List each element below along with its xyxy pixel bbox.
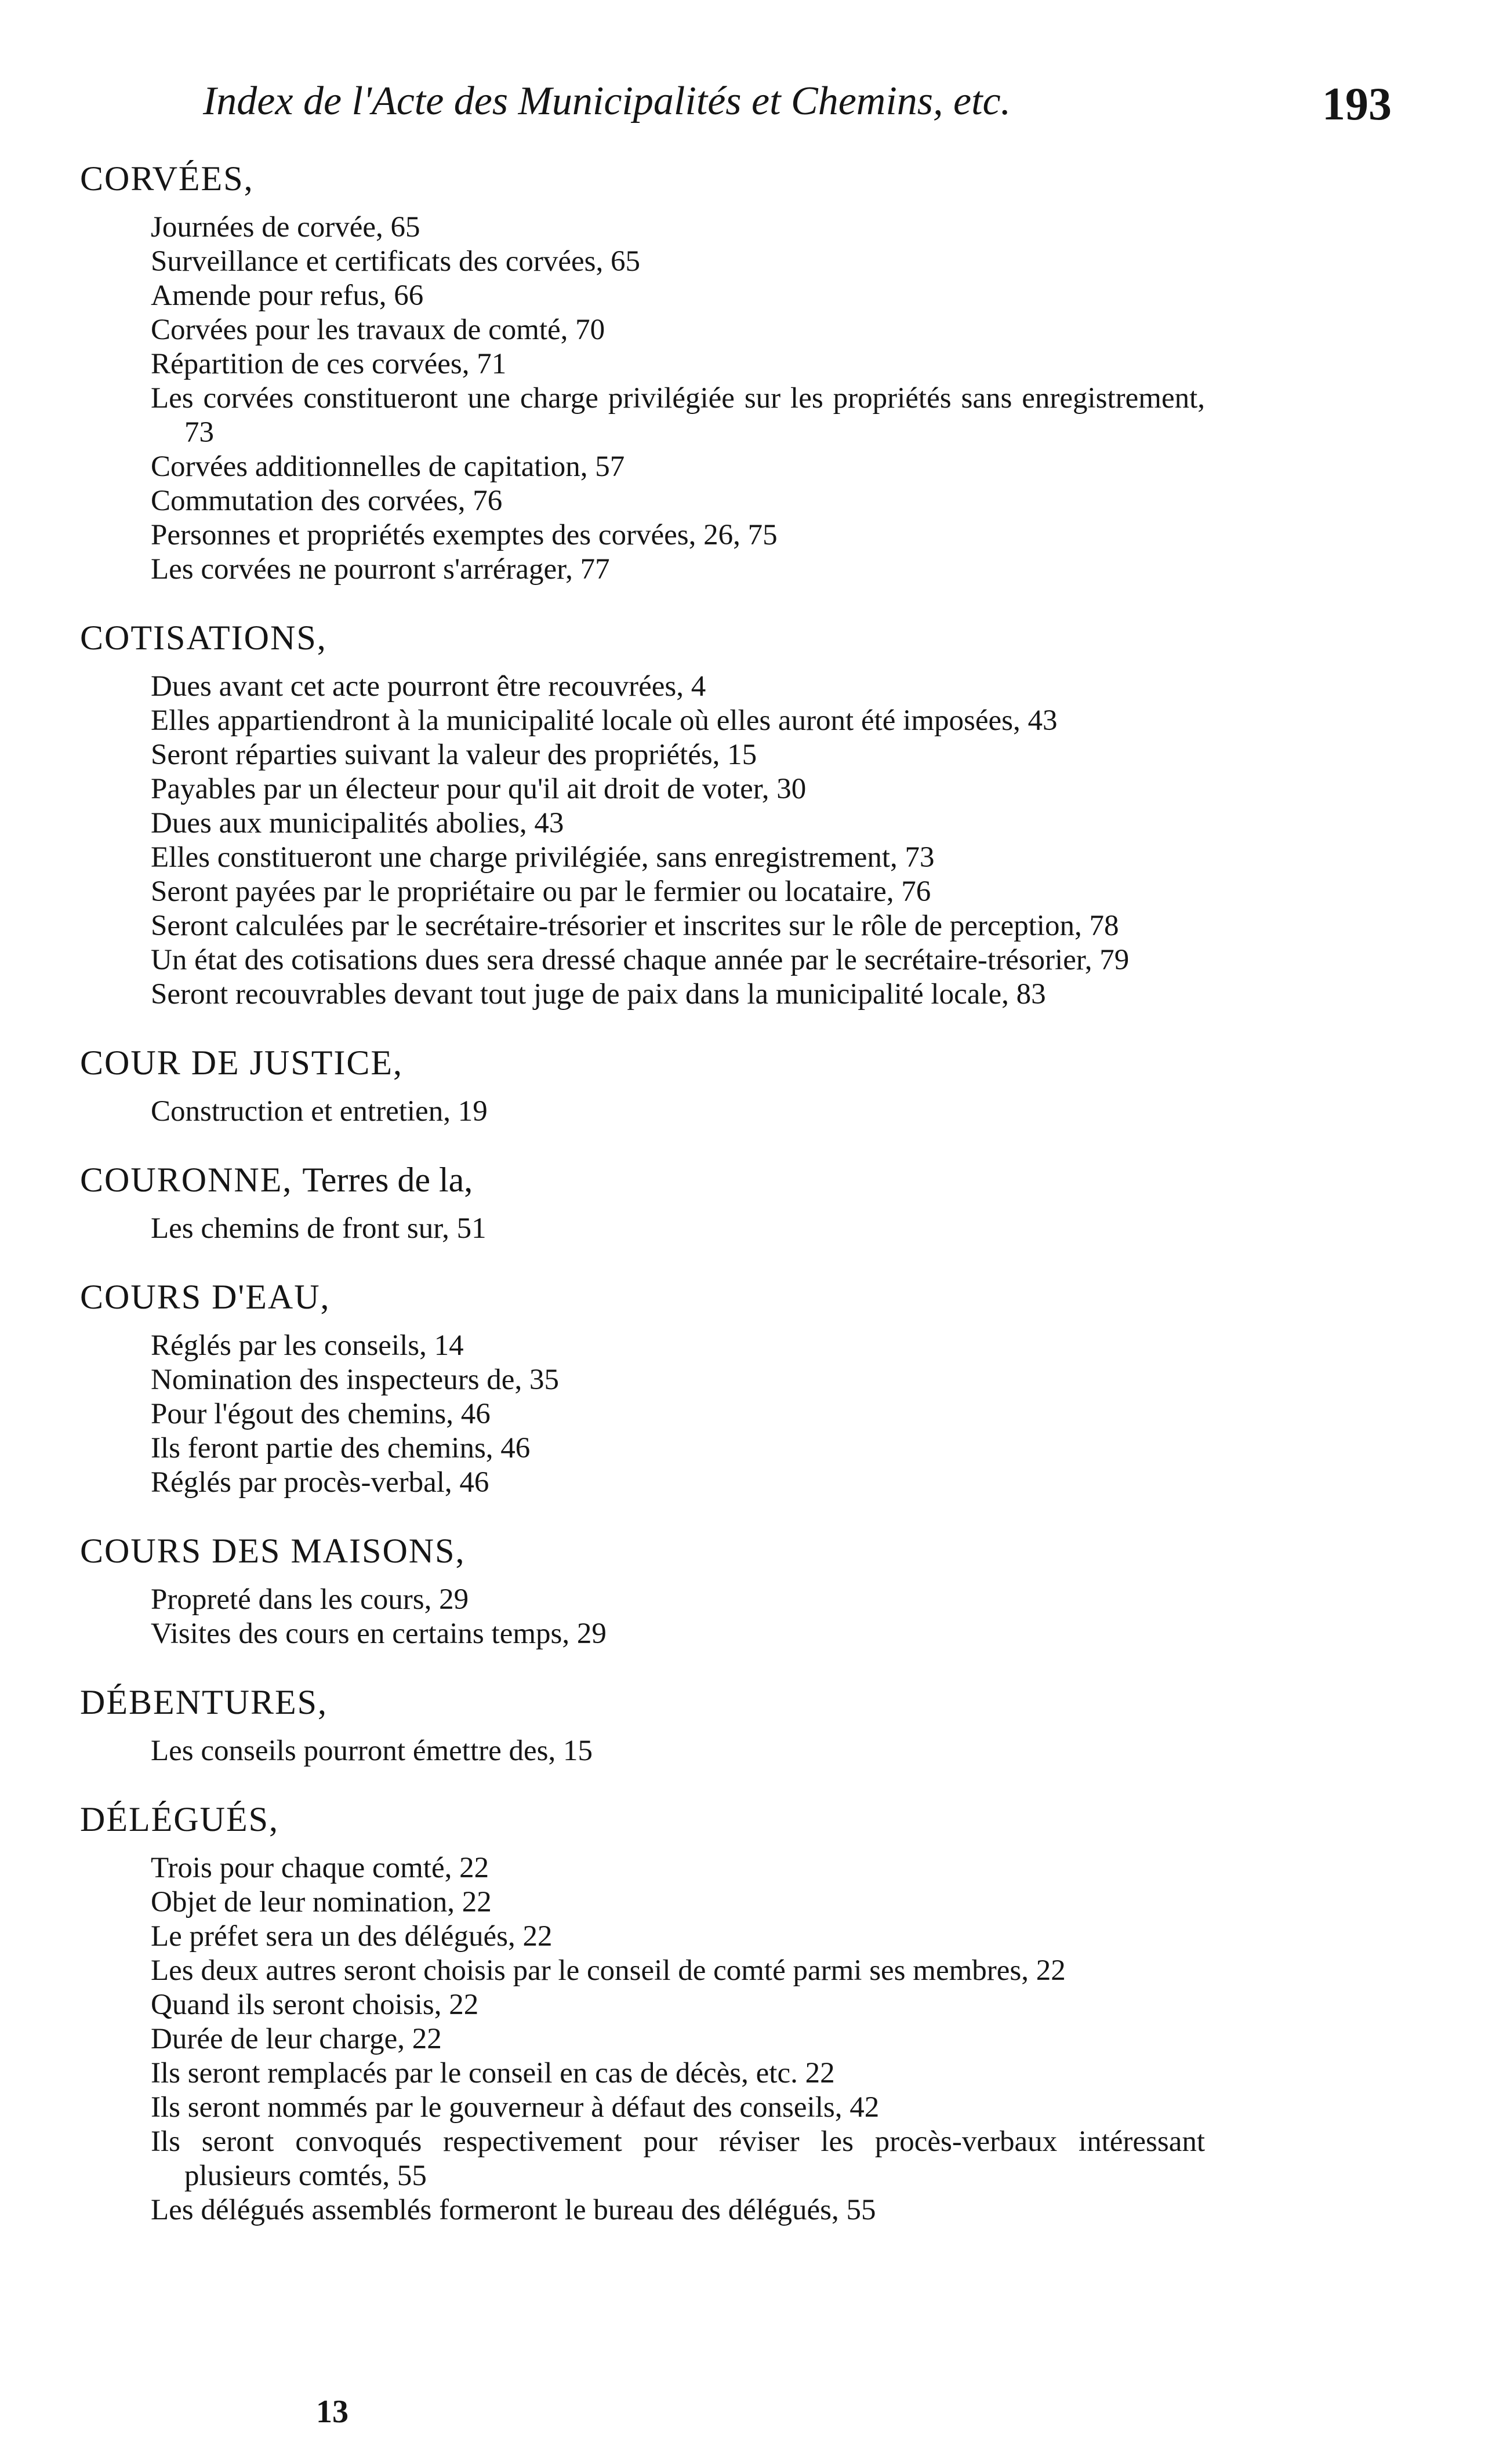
index-entry: Corvées additionnelles de capitation, 57	[151, 450, 625, 483]
section-heading: DÉLÉGUÉS,	[80, 1800, 279, 1838]
entry-list	[80, 1583, 1205, 1651]
entry-list	[80, 1095, 1205, 1129]
index-entry: Construction et entretien, 19	[151, 1095, 488, 1128]
running-title: Index de l'Acte des Municipalités et Chemins, etc.	[203, 79, 1011, 123]
section-gap	[80, 587, 1205, 619]
index-entry: Journées de corvée, 65	[151, 211, 420, 244]
index-section-cotisations	[80, 619, 1205, 1012]
index-entry: Répartition de ces corvées, 71	[151, 348, 507, 380]
index-entry: Ils seront remplacés par le conseil en cas de décès, etc. 22	[151, 2057, 835, 2089]
index-entry: Personnes et propriétés exemptes des corvées, 26, 75	[151, 519, 778, 551]
section-heading: COTISATIONS,	[80, 619, 327, 657]
index-entry: Pour l'égout des chemins, 46	[151, 1398, 491, 1430]
page-number: 193	[1322, 79, 1392, 130]
index-entry: Un état des cotisations dues sera dressé chaque année par le secrétaire-trésorier, 79	[151, 944, 1130, 976]
index-entry: Elles constitueront une charge privilégiée, sans enregistrement, 73	[151, 841, 935, 874]
section-heading: DÉBENTURES,	[80, 1683, 328, 1721]
index-entry: Corvées pour les travaux de comté, 70	[151, 314, 605, 346]
index-entry: Ils feront partie des chemins, 46	[151, 1432, 531, 1464]
section-heading: COUR DE JUSTICE,	[80, 1044, 404, 1082]
section-gap	[80, 1768, 1205, 1800]
index-entry: Réglés par procès-verbal, 46	[151, 1466, 489, 1499]
index-entry: Surveillance et certificats des corvées, 65	[151, 245, 640, 278]
section-heading: COURS D'EAU,	[80, 1278, 331, 1316]
entry-list	[80, 1851, 1205, 2227]
index-entry: Visites des cours en certains temps, 29	[151, 1618, 607, 1650]
index-entry: Les délégués assemblés formeront le bureau des délégués, 55	[151, 2194, 876, 2226]
section-gap	[80, 1651, 1205, 1683]
index-entry: Amende pour refus, 66	[151, 279, 424, 312]
section-heading: CORVÉES,	[80, 159, 254, 198]
section-gap	[80, 1500, 1205, 1532]
signature-mark: 13	[316, 2394, 348, 2430]
index-entry: Trois pour chaque comté, 22	[151, 1852, 489, 1884]
index-entry: Ils seront convoqués respectivement pour réviser les procès-verbaux intéressant plusieurs comtés, 55	[151, 2125, 1205, 2192]
entry-list	[80, 210, 1205, 587]
index-entry: Les deux autres seront choisis par le conseil de comté parmi ses membres, 22	[151, 1954, 1066, 1987]
index-entry: Les chemins de front sur, 51	[151, 1212, 487, 1245]
index-entry: Commutation des corvées, 76	[151, 485, 503, 517]
index-section-cours-des-maisons	[80, 1532, 1205, 1651]
index-entry: Dues aux municipalités abolies, 43	[151, 807, 564, 839]
index-section-delegues	[80, 1800, 1205, 2227]
index-entry: Les corvées ne pourront s'arrérager, 77	[151, 553, 610, 586]
index-section-couronne	[80, 1161, 1205, 1246]
index-entry: Durée de leur charge, 22	[151, 2023, 442, 2055]
index-entry: Seront calculées par le secrétaire-trésorier et inscrites sur le rôle de perception, 78	[151, 910, 1119, 942]
index-entry: Elles appartiendront à la municipalité locale où elles auront été imposées, 43	[151, 704, 1058, 737]
entry-list	[80, 670, 1205, 1012]
section-heading: COURONNE, Terres de la,	[80, 1161, 473, 1199]
index-entry: Dues avant cet acte pourront être recouvrées, 4	[151, 670, 706, 703]
index-section-cours-d-eau	[80, 1278, 1205, 1500]
index-section-corvees	[80, 159, 1205, 587]
index-entry: Le préfet sera un des délégués, 22	[151, 1920, 553, 1953]
index-entry: Les conseils pourront émettre des, 15	[151, 1735, 593, 1767]
entry-list	[80, 1734, 1205, 1768]
entry-list	[80, 1329, 1205, 1500]
index-entry: Les corvées constitueront une charge privilégiée sur les propriétés sans enregistrement, 73	[151, 382, 1205, 449]
section-heading: COURS DES MAISONS,	[80, 1532, 466, 1570]
index-entry: Propreté dans les cours, 29	[151, 1583, 469, 1616]
index-entry: Réglés par les conseils, 14	[151, 1329, 464, 1362]
section-gap	[80, 1246, 1205, 1278]
index-section-debentures	[80, 1683, 1205, 1768]
index-entry: Seront réparties suivant la valeur des propriétés, 15	[151, 739, 757, 771]
index-entry: Objet de leur nomination, 22	[151, 1886, 492, 1918]
index-entry: Payables par un électeur pour qu'il ait droit de voter, 30	[151, 773, 807, 805]
entry-list	[80, 1212, 1205, 1246]
index-entry: Nomination des inspecteurs de, 35	[151, 1364, 559, 1396]
index-content	[80, 159, 1205, 2227]
section-gap	[80, 1012, 1205, 1044]
index-entry: Seront recouvrables devant tout juge de paix dans la municipalité locale, 83	[151, 978, 1046, 1011]
index-entry: Ils seront nommés par le gouverneur à défaut des conseils, 42	[151, 2091, 880, 2124]
index-section-cour-de-justice	[80, 1044, 1205, 1129]
section-gap	[80, 1129, 1205, 1161]
section-subheading: Terres de la,	[302, 1161, 473, 1199]
index-entry: Quand ils seront choisis, 22	[151, 1989, 479, 2021]
index-entry: Seront payées par le propriétaire ou par le fermier ou locataire, 76	[151, 875, 931, 908]
